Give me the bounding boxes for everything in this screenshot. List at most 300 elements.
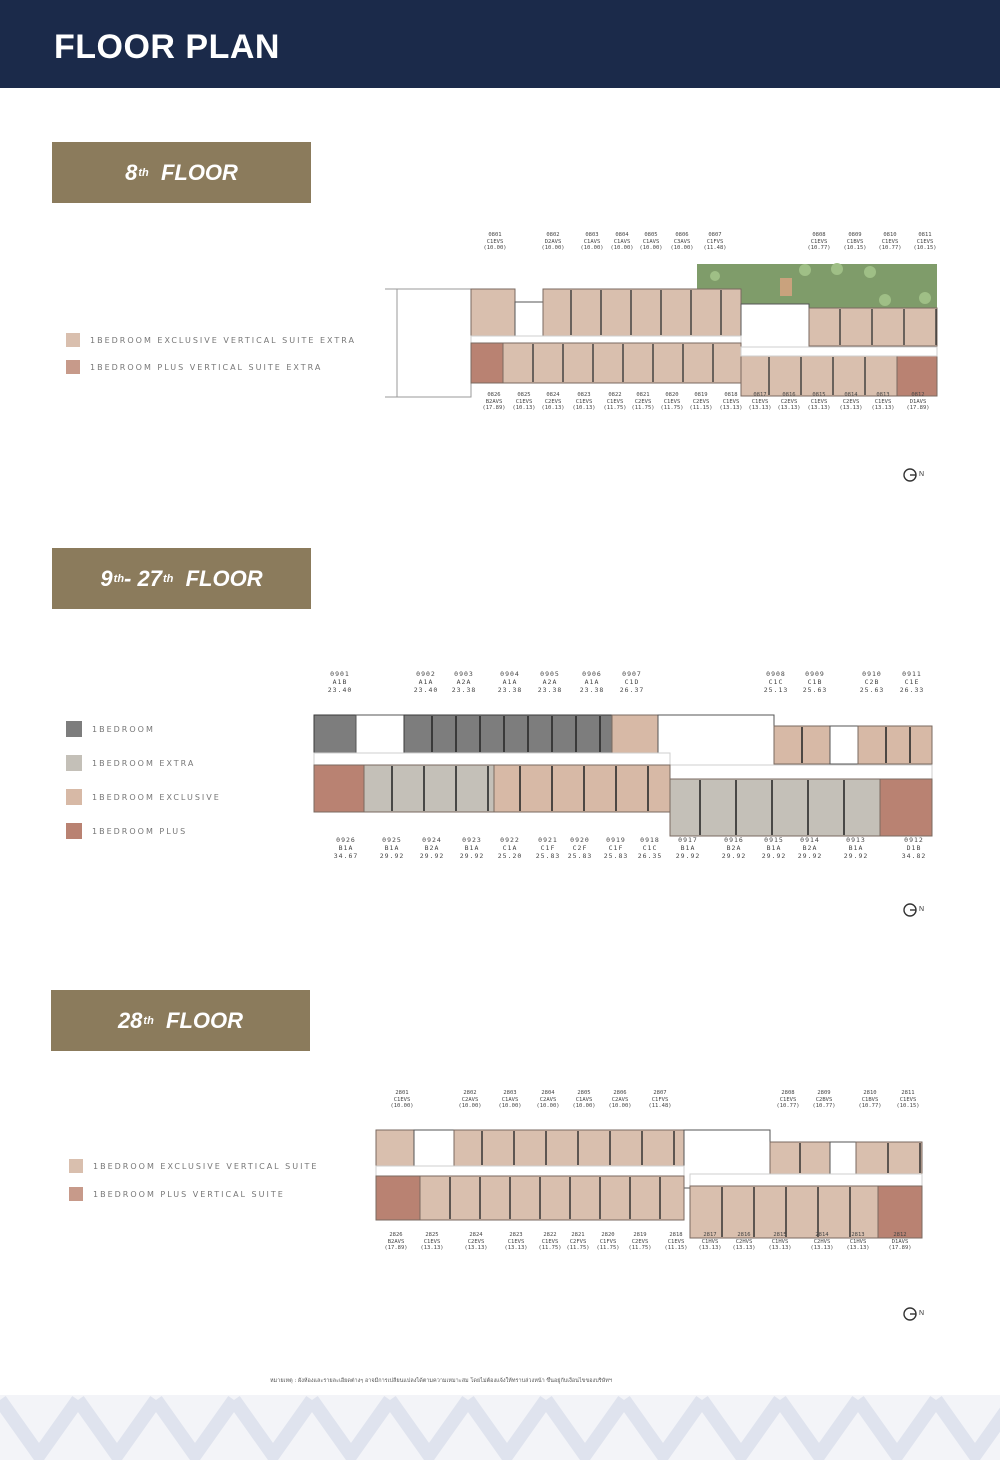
unit-area: (10.13) (541, 405, 565, 411)
unit-area: (17.89) (906, 405, 930, 411)
unit-area: 25.83 (567, 852, 593, 860)
unit-area: (13.13) (846, 1245, 870, 1251)
unit-area: (10.00) (670, 245, 694, 251)
unit-type: C1D (624, 678, 640, 686)
unit-code: 0814 (844, 392, 858, 398)
unit-area: (10.00) (390, 1103, 414, 1109)
unit-label (687, 392, 715, 412)
unit-area: 23.38 (579, 686, 605, 694)
legend-label: 1BEDROOM PLUS VERTICAL SUITE EXTRA (90, 362, 323, 372)
unit-code: 0803 (585, 232, 599, 238)
legend-swatch (66, 823, 82, 839)
unit-label (717, 392, 745, 412)
north-arrow-icon (902, 466, 928, 484)
unit-area: 23.40 (327, 686, 353, 694)
unit-type: C1B (807, 678, 823, 686)
unit-code: 0921 (538, 836, 558, 844)
north-label: N (919, 906, 925, 913)
unit-type: C1A (502, 844, 518, 852)
unit-code: 0902 (416, 670, 436, 678)
unit-area: 25.20 (497, 852, 523, 860)
unit-type: B2AVS (485, 398, 503, 405)
unit-label (462, 1232, 490, 1252)
page-header (0, 0, 1000, 88)
unit-type: C2AVS (611, 1096, 629, 1103)
unit-type: B2A (802, 844, 818, 852)
unit-code: 2822 (543, 1232, 557, 1238)
unit-type: D2AVS (544, 238, 562, 245)
unit-type: C1EVS (515, 398, 533, 405)
unit-code: 0824 (546, 392, 560, 398)
unit-area: 25.63 (802, 686, 828, 694)
unit-area: (13.13) (810, 1245, 834, 1251)
unit-type: C1AVS (501, 1096, 519, 1103)
legend-label: 1BEDROOM EXCLUSIVE (92, 792, 221, 802)
legend-label: 1BEDROOM EXCLUSIVE VERTICAL SUITE EXTRA (90, 335, 356, 345)
unit-code: 0910 (862, 670, 882, 678)
unit-code: 2821 (571, 1232, 585, 1238)
unit-label (564, 1232, 592, 1252)
unit-type: C2EVS (780, 398, 798, 405)
unit-area: 23.38 (537, 686, 563, 694)
unit-type: A1A (418, 678, 434, 686)
unit-label (674, 836, 702, 860)
unit-code: 0819 (694, 392, 708, 398)
unit-label (602, 836, 630, 860)
unit-code: 0825 (517, 392, 531, 398)
unit-type: C2EVS (842, 398, 860, 405)
unit-label (418, 836, 446, 860)
unit-type: C2AVS (539, 1096, 557, 1103)
unit-type: C2EVS (631, 1238, 649, 1245)
unit-type: C1EVS (507, 1238, 525, 1245)
floor-28-title-num: 28 (117, 1007, 143, 1033)
unit-type: C1HVS (701, 1238, 719, 1245)
unit-area: 26.37 (619, 686, 645, 694)
unit-area: 29.92 (721, 852, 747, 860)
unit-area: 25.63 (859, 686, 885, 694)
unit-type: C1FVS (599, 1238, 617, 1245)
unit-label (658, 392, 686, 412)
unit-type: C1EVS (606, 398, 624, 405)
unit-area: 29.92 (459, 852, 485, 860)
floor-9-27-title (52, 548, 311, 609)
unit-type: D1AVS (909, 398, 927, 405)
unit-area: 29.92 (761, 852, 787, 860)
unit-type: C1AVS (575, 1096, 593, 1103)
unit-code: 0817 (753, 392, 767, 398)
legend-swatch (66, 333, 80, 347)
unit-area: (11.75) (660, 405, 684, 411)
floor-9-27-title-sup-b: th (162, 572, 174, 585)
unit-type: C1AVS (613, 238, 631, 245)
unit-label (696, 1232, 724, 1252)
unit-area: (10.00) (458, 1103, 482, 1109)
unit-label (570, 392, 598, 412)
floor-8-plan (385, 232, 945, 447)
unit-type: C1C (642, 844, 658, 852)
unit-area: 25.83 (603, 852, 629, 860)
unit-type: C1EVS (667, 1238, 685, 1245)
unit-code: 0914 (800, 836, 820, 844)
unit-label (904, 392, 932, 412)
unit-code: 2814 (815, 1232, 829, 1238)
unit-type: C2FVS (569, 1238, 587, 1245)
unit-type: A2A (542, 678, 558, 686)
unit-code: 2809 (817, 1090, 831, 1096)
floor-9-27-title-dash: - 27 (124, 565, 162, 591)
unit-code: 0802 (546, 232, 560, 238)
unit-type: C3AVS (673, 238, 691, 245)
unit-code: 0808 (812, 232, 826, 238)
unit-type: C1HVS (771, 1238, 789, 1245)
unit-label (766, 1232, 794, 1252)
unit-code: 2818 (669, 1232, 683, 1238)
unit-code: 0913 (846, 836, 866, 844)
unit-type: C1EVS (541, 1238, 559, 1245)
legend-swatch (69, 1159, 83, 1173)
unit-type: D1B (906, 844, 922, 852)
unit-type: C1AVS (642, 238, 660, 245)
unit-area: (11.75) (603, 405, 627, 411)
floor-28-plan (370, 1090, 930, 1290)
unit-label (805, 392, 833, 412)
unit-area: 29.92 (379, 852, 405, 860)
unit-area: (13.13) (839, 405, 863, 411)
unit-type: B1A (848, 844, 864, 852)
unit-type: A1B (332, 678, 348, 686)
unit-type: C1FVS (706, 238, 724, 245)
unit-code: 0804 (615, 232, 629, 238)
unit-type: C1E (904, 678, 920, 686)
unit-type: B2A (726, 844, 742, 852)
unit-label (720, 836, 748, 860)
unit-type: C1EVS (779, 1096, 797, 1103)
legend-label: 1BEDROOM EXTRA (92, 758, 196, 768)
unit-code: 2810 (863, 1090, 877, 1096)
unit-label (332, 836, 360, 860)
unit-code: 0923 (462, 836, 482, 844)
unit-label (842, 836, 870, 860)
unit-type: C1EVS (423, 1238, 441, 1245)
unit-code: 0823 (577, 392, 591, 398)
legend-label: 1BEDROOM (92, 724, 155, 734)
unit-area: (10.77) (878, 245, 902, 251)
unit-code: 0918 (640, 836, 660, 844)
page-title: FLOOR PLAN (54, 28, 280, 66)
unit-code: 0801 (488, 232, 502, 238)
unit-area: (17.89) (482, 405, 506, 411)
unit-code: 0810 (883, 232, 897, 238)
unit-area: 25.13 (763, 686, 789, 694)
unit-type: C2EVS (692, 398, 710, 405)
unit-code: 0909 (805, 670, 825, 678)
unit-area: 29.92 (419, 852, 445, 860)
unit-code: 2801 (395, 1090, 409, 1096)
unit-type: A1A (502, 678, 518, 686)
unit-area: (13.13) (777, 405, 801, 411)
unit-label (662, 1232, 690, 1252)
unit-label (886, 1232, 914, 1252)
unit-area: (10.77) (858, 1103, 882, 1109)
unit-area: 23.38 (451, 686, 477, 694)
unit-code: 0907 (622, 670, 642, 678)
unit-label (760, 836, 788, 860)
unit-type: C1AVS (583, 238, 601, 245)
unit-code: 2811 (901, 1090, 915, 1096)
unit-code: 0815 (812, 392, 826, 398)
legend-swatch (69, 1187, 83, 1201)
floor-28-legend (69, 1159, 318, 1201)
unit-code: 2805 (577, 1090, 591, 1096)
unit-type: C2HVS (735, 1238, 753, 1245)
unit-code: 0826 (487, 392, 501, 398)
floor-28-title-word: FLOOR (166, 1007, 244, 1033)
unit-type: C1EVS (722, 398, 740, 405)
unit-type: C1C (768, 678, 784, 686)
unit-area: (10.77) (776, 1103, 800, 1109)
unit-area: (10.00) (639, 245, 663, 251)
unit-code: 0806 (675, 232, 689, 238)
unit-area: (10.00) (498, 1103, 522, 1109)
unit-code: 0922 (500, 836, 520, 844)
legend-label: 1BEDROOM PLUS VERTICAL SUITE (93, 1189, 285, 1199)
unit-type: C2HVS (813, 1238, 831, 1245)
unit-label (594, 1232, 622, 1252)
floor-8-title (52, 142, 311, 203)
unit-area: (11.75) (596, 1245, 620, 1251)
north-label: N (919, 471, 925, 478)
unit-code: 0809 (848, 232, 862, 238)
unit-type: C2AVS (461, 1096, 479, 1103)
unit-type: C1F (608, 844, 624, 852)
unit-area: (13.13) (719, 405, 743, 411)
legend-item (66, 360, 356, 374)
unit-type: C2EVS (544, 398, 562, 405)
unit-label (601, 392, 629, 412)
unit-code: 2815 (773, 1232, 787, 1238)
unit-type: C1EVS (810, 398, 828, 405)
unit-label (844, 1232, 872, 1252)
legend-item (66, 823, 221, 839)
unit-code: 2803 (503, 1090, 517, 1096)
unit-type: B1A (464, 844, 480, 852)
unit-type: B1A (766, 844, 782, 852)
unit-type: A2A (456, 678, 472, 686)
unit-code: 0919 (606, 836, 626, 844)
unit-code: 0812 (911, 392, 925, 398)
unit-area: (11.75) (566, 1245, 590, 1251)
unit-area: 26.35 (637, 852, 663, 860)
unit-type: C2EVS (467, 1238, 485, 1245)
unit-label (796, 836, 824, 860)
unit-type: C1BVS (861, 1096, 879, 1103)
unit-area: (13.13) (504, 1245, 528, 1251)
unit-code: 0915 (764, 836, 784, 844)
unit-label (808, 1232, 836, 1252)
floor-9-27-title-a: 9 (100, 565, 113, 591)
unit-code: 0926 (336, 836, 356, 844)
unit-label (480, 392, 508, 412)
unit-area: (11.75) (628, 1245, 652, 1251)
unit-area: (10.77) (812, 1103, 836, 1109)
unit-code: 0912 (904, 836, 924, 844)
unit-area: 23.38 (497, 686, 523, 694)
unit-area: (13.13) (698, 1245, 722, 1251)
unit-label (730, 1232, 758, 1252)
unit-area: (10.00) (580, 245, 604, 251)
unit-type: C2BVS (815, 1096, 833, 1103)
unit-code: 0811 (918, 232, 932, 238)
unit-label (746, 392, 774, 412)
unit-type: A1A (584, 678, 600, 686)
unit-code: 0904 (500, 670, 520, 678)
unit-area: (13.13) (732, 1245, 756, 1251)
unit-area: (13.13) (420, 1245, 444, 1251)
unit-code: 2812 (893, 1232, 907, 1238)
unit-area: 26.33 (899, 686, 925, 694)
legend-item (69, 1187, 318, 1201)
legend-item (69, 1159, 318, 1173)
floor-9-27-plan (310, 668, 940, 878)
legend-label: 1BEDROOM EXCLUSIVE VERTICAL SUITE (93, 1161, 319, 1171)
unit-type: C1EVS (751, 398, 769, 405)
unit-code: 0924 (422, 836, 442, 844)
unit-area: 34.67 (333, 852, 359, 860)
unit-type: C1EVS (810, 238, 828, 245)
unit-area: (11.15) (689, 405, 713, 411)
legend-swatch (66, 789, 82, 805)
unit-code: 2808 (781, 1090, 795, 1096)
unit-code: 2823 (509, 1232, 523, 1238)
unit-type: C1F (540, 844, 556, 852)
unit-code: 2819 (633, 1232, 647, 1238)
unit-code: 2825 (425, 1232, 439, 1238)
unit-label (636, 836, 664, 860)
unit-label (775, 392, 803, 412)
unit-area: 23.40 (413, 686, 439, 694)
unit-code: 0925 (382, 836, 402, 844)
unit-area: (10.00) (483, 245, 507, 251)
unit-type: C1EVS (486, 238, 504, 245)
unit-label (496, 836, 524, 860)
unit-label (900, 836, 928, 860)
unit-type: C1EVS (663, 398, 681, 405)
unit-area: (11.15) (664, 1245, 688, 1251)
floor-8-title-sup: th (138, 166, 149, 179)
unit-area: (10.00) (536, 1103, 560, 1109)
unit-code: 0807 (708, 232, 722, 238)
unit-area: (13.13) (807, 405, 831, 411)
unit-type: B2A (424, 844, 440, 852)
unit-area: (10.00) (608, 1103, 632, 1109)
legend-item (66, 755, 221, 771)
unit-area: (13.13) (464, 1245, 488, 1251)
unit-area: 29.92 (843, 852, 869, 860)
unit-type: B1A (384, 844, 400, 852)
unit-code: 2804 (541, 1090, 555, 1096)
footer-chevron-pattern (0, 1395, 1000, 1460)
unit-label (539, 392, 567, 412)
unit-type: C2F (572, 844, 588, 852)
floor-28-title-sup: th (143, 1014, 154, 1027)
unit-code: 0816 (782, 392, 796, 398)
unit-area: 29.92 (675, 852, 701, 860)
unit-code: 0905 (540, 670, 560, 678)
unit-area: (10.13) (512, 405, 536, 411)
unit-type: C2EVS (634, 398, 652, 405)
unit-type: C1EVS (881, 238, 899, 245)
unit-type: B1A (338, 844, 354, 852)
floor-9-27-title-word: FLOOR (185, 565, 263, 591)
unit-code: 0920 (570, 836, 590, 844)
floor-28-plan-drawing (370, 1090, 930, 1290)
legend-swatch (66, 721, 82, 737)
unit-code: 2806 (613, 1090, 627, 1096)
unit-code: 0908 (766, 670, 786, 678)
disclaimer-note: หมายเหตุ : ผังห้องและรายละเอียดต่างๆ อาจมีการเปลี่ยนแปลงได้ตามความเหมาะสม โดยไม่ต้องแจ้งให้ทราบล่วงหน้า ขึ้นอยู่กับเงื่อนไขของบริษัทฯ (270, 1378, 612, 1384)
unit-code: 0820 (665, 392, 679, 398)
floor-28-title (51, 990, 310, 1051)
unit-type: B2AVS (387, 1238, 405, 1245)
unit-label (869, 392, 897, 412)
unit-area: (10.15) (913, 245, 937, 251)
floor-8-title-word: FLOOR (160, 159, 238, 185)
legend-swatch (66, 755, 82, 771)
unit-label (382, 1232, 410, 1252)
unit-type: C1EVS (575, 398, 593, 405)
unit-code: 0818 (724, 392, 738, 398)
unit-type: C2B (864, 678, 880, 686)
unit-area: (11.48) (703, 245, 727, 251)
unit-area: (13.13) (768, 1245, 792, 1251)
unit-code: 0906 (582, 670, 602, 678)
unit-area: (11.75) (631, 405, 655, 411)
unit-label (378, 836, 406, 860)
unit-type: C1EVS (874, 398, 892, 405)
legend-swatch (66, 360, 80, 374)
unit-area: 29.92 (797, 852, 823, 860)
unit-code: 0911 (902, 670, 922, 678)
unit-code: 2826 (389, 1232, 403, 1238)
unit-area: (10.77) (807, 245, 831, 251)
floor-8-legend (66, 333, 356, 374)
unit-label (837, 392, 865, 412)
unit-area: (10.13) (572, 405, 596, 411)
unit-type: C1EVS (899, 1096, 917, 1103)
unit-type: C1EVS (393, 1096, 411, 1103)
floor-9-27-legend (66, 721, 221, 839)
unit-code: 2802 (463, 1090, 477, 1096)
unit-label (626, 1232, 654, 1252)
unit-code: 2820 (601, 1232, 615, 1238)
unit-code: 2816 (737, 1232, 751, 1238)
unit-label (510, 392, 538, 412)
unit-label (418, 1232, 446, 1252)
unit-area: 25.83 (535, 852, 561, 860)
unit-label (502, 1232, 530, 1252)
unit-area: 34.82 (901, 852, 927, 860)
unit-area: (10.15) (843, 245, 867, 251)
legend-item (66, 789, 221, 805)
unit-label (534, 836, 562, 860)
unit-code: 0805 (644, 232, 658, 238)
floor-9-27-title-sup-a: th (113, 572, 125, 585)
unit-type: C1EVS (916, 238, 934, 245)
unit-type: C1FVS (651, 1096, 669, 1103)
unit-code: 0901 (330, 670, 350, 678)
unit-area: (11.75) (538, 1245, 562, 1251)
